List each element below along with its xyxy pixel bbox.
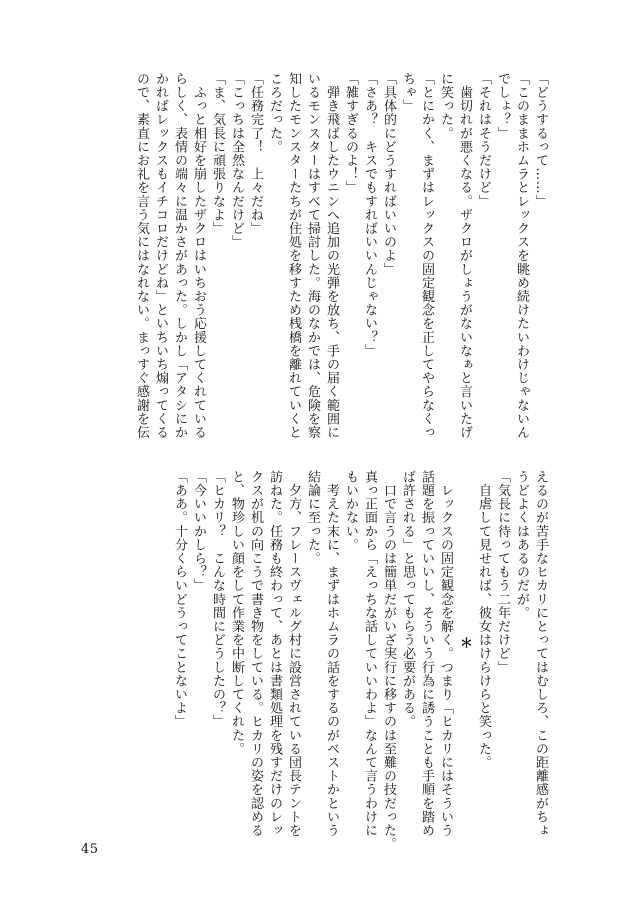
text-line: かればレックスもイチコロだけどね」といちいち煽ってくる [153,72,168,440]
text-line: ので、素直にお礼を言う気にはなれない。まっすぐ感謝を伝 [134,72,149,440]
text-line: 「こっちは全然なんだけど」 [229,72,244,249]
text-line: いるモンスターはすべて掃討した。海のなかでは、危険を察 [305,72,320,440]
text-line: と、物珍しい顔をして作業を中断してくれた。 [229,470,244,756]
text-line: 「とにかく、まずはレックスの固定観念を正してやらなくっ [419,72,434,440]
upper-text-block [132,72,550,447]
text-line: 「気長に待ってもう二年だけど」 [495,470,510,674]
text-line: 「任務完了！ 上々だね」 [248,72,263,236]
text-line: 歯切れが悪くなる。ザクロがしょうがないなぁと言いたげ [457,72,472,440]
page-number: 45 [81,842,99,857]
text-line: 訪ねた。任務も終わって、あとは書類処理を残すだけのレッ [267,470,282,838]
text-line: 「雑すぎるのよ！」 [343,72,358,195]
text-line: 「ま、気長に頑張りなよ」 [210,72,225,236]
text-line: 「それはそうだけど」 [476,72,491,208]
text-line: 「さあ？ キスでもすればいいんじゃない？」 [362,72,377,358]
text-line: ころだった。 [267,72,282,154]
text-line: ば許される」と思ってもらう必要がある。 [400,470,415,729]
text-line: 口で言うのは簡単だがいざ実行に移すのは至難の技だった。 [381,470,396,851]
text-line: 「具体的にどうすればいいのよ」 [381,72,396,276]
text-line: ちゃ」 [400,72,415,113]
text-line: 自虐して見せれば、彼女はけらけらと笑った。 [476,470,491,770]
text-line: 結論に至った。 [305,470,320,566]
text-line: 考えた末に、まずはホムラの話をするのがベストかという [324,470,339,838]
text-line: 「どうするって……」 [533,72,548,208]
text-line: 「このままホムラとレックスを眺め続けたいわけじゃないん [514,72,529,440]
text-line: レックスの固定観念を解く。つまり「ヒカリにはそういう [438,470,453,838]
text-line: に笑った。 [438,72,453,140]
text-line: らしく、表情の端々に温かさがあった。しかし「アタシにか [172,72,187,440]
text-line: えるのが苦手なヒカリにとってはむしろ、この距離感がちょ [533,470,548,838]
text-line: クスが机の向こうで書き物をしている。ヒカリの姿を認める [248,470,263,838]
text-line: 弾き飛ばしたウニンへ追加の光弾を放ち、手の届く範囲に [324,72,339,440]
lower-text-block [170,470,550,851]
text-line: 「ああ。十分くらいどうってことないよ」 [172,470,187,729]
text-line: うどよくはあるのだが。 [514,470,529,620]
text-line: 「ヒカリ？ こんな時間にどうしたの？」 [210,470,225,729]
text-line: 真っ正面から「えっちな話していいわよ」なんて言うわけに [362,470,377,838]
text-line: ふっと相好を崩したザクロはいちおう応援してくれている [191,72,206,440]
text-line: 話題を振っていいし、そういう行為に誘うことも手順を踏め [419,470,434,838]
text-line: 夕方、フレースヴェルグ村に設営されている団長テントを [286,470,301,838]
text-line: もいかない。 [343,470,358,552]
scene-separator: ＊ [457,635,472,650]
text-line: でしょ？」 [495,72,510,140]
text-line: 「今いいかしら？」 [191,470,206,593]
text-line: 知したモンスターたちが住処を移すため桟橋を離れていくと [286,72,301,440]
